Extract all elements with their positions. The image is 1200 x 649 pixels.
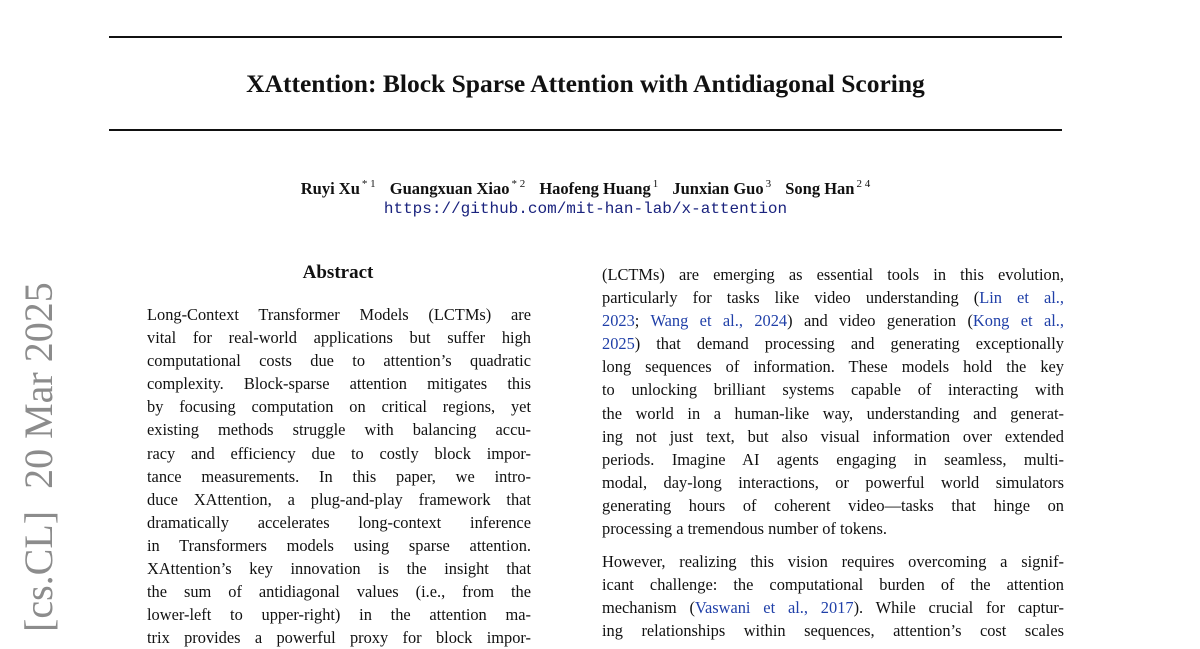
intro-line: However, realizing this vision requires overcoming a signif- [602, 552, 1064, 572]
intro-line: particularly for tasks like video understanding (Lin et al., [602, 288, 1064, 308]
intro-paragraph-2 [602, 550, 1064, 642]
abstract-line: Long-Context Transformer Models (LCTMs) are [147, 305, 531, 324]
arxiv-date: 20 Mar 2025 [16, 282, 61, 489]
abstract-line: racy and efficiency due to costly block impor- [147, 443, 531, 463]
author: Guangxuan Xiao $^{* 2}$ [389, 178, 526, 198]
intro-line: the world in a human-like way, understanding and generat- [602, 403, 1064, 423]
intro-line: modal, day-long interactions, or powerful world simulators [602, 472, 1064, 492]
abstract-line: complexity. Block-sparse attention mitigates this [147, 374, 531, 394]
intro-line: generating hours of coherent video—tasks that hinge on [602, 495, 1064, 515]
citation-link[interactable]: Wang et al., 2024 [650, 311, 788, 331]
title-top-rule [109, 36, 1062, 38]
intro-line: 2023; Wang et al., 2024) and video generation (Kong et al., [602, 311, 1065, 331]
paper-title: XAttention: Block Sparse Attention with Antidiagonal Scoring [246, 69, 925, 98]
author: Ruyi Xu $^{* 1}$ [300, 178, 376, 198]
intro-line: 2025) that demand processing and generating exceptionally [602, 334, 1064, 354]
citation-link[interactable]: Vaswani et al., 2017 [694, 598, 854, 618]
abstract-line: trix provides a powerful proxy for block impor- [147, 628, 531, 648]
abstract-line: lower-left to upper-right) in the attention ma- [147, 605, 531, 625]
abstract-line: duce XAttention, a plug-and-play framework that [147, 489, 531, 509]
intro-line: ing not just text, but also visual information over extended [602, 426, 1064, 446]
abstract-line: dramatically accelerates long-context inference [147, 512, 531, 532]
abstract-line: by focusing computation on critical regions, yet [147, 397, 531, 417]
intro-line: to unlocking brilliant systems capable of interacting with [602, 380, 1064, 400]
author: Song Han $^{2 4}$ [785, 178, 871, 198]
intro-line: icant challenge: the computational burden of the attention [602, 575, 1064, 595]
intro-line: periods. Imagine AI agents engaging in seamless, multi- [602, 449, 1064, 469]
intro-line: processing a tremendous number of tokens. [602, 519, 887, 539]
citation-link[interactable]: 2025 [602, 334, 635, 354]
title-bottom-rule [109, 129, 1062, 131]
abstract-line: vital for real-world applications but suffer high [147, 328, 531, 348]
abstract-line: computational costs due to attention’s quadratic [147, 351, 531, 371]
paragraph-gap [602, 540, 1064, 550]
intro-paragraph-1 [602, 263, 1064, 540]
intro-line: mechanism (Vaswani et al., 2017). While crucial for captur- [602, 598, 1064, 618]
intro-line: (LCTMs) are emerging as essential tools in this evolution, [602, 265, 1064, 284]
intro-line: long sequences of information. These models hold the key [602, 357, 1064, 377]
abstract-line: XAttention’s key innovation is the insight that [147, 559, 531, 579]
author: Haofeng Huang $^1$ [539, 178, 659, 198]
abstract-line: in Transformers models using sparse attention. [147, 535, 531, 555]
citation-link[interactable]: Lin et al., [979, 288, 1064, 308]
citation-link[interactable]: Kong et al., [972, 311, 1065, 331]
abstract-body [147, 303, 531, 649]
abstract-line: the sum of antidiagonal values (i.e., from the [147, 582, 531, 602]
abstract-line: existing methods struggle with balancing accu- [147, 420, 531, 440]
citation-link[interactable]: 2023 [602, 311, 635, 331]
arxiv-category: [cs.CL] [16, 510, 61, 632]
author: Junxian Guo $^3$ [672, 178, 772, 198]
abstract-line: tance measurements. In this paper, we intro- [147, 466, 531, 486]
author-list [109, 173, 1062, 200]
arxiv-stamp [17, 282, 61, 632]
intro-column [602, 263, 1064, 643]
abstract-heading: Abstract [302, 262, 374, 283]
intro-line: ing relationships within sequences, attention’s cost scales [602, 621, 1064, 641]
repo-link[interactable]: https://github.com/mit-han-lab/x-attention [383, 200, 788, 218]
